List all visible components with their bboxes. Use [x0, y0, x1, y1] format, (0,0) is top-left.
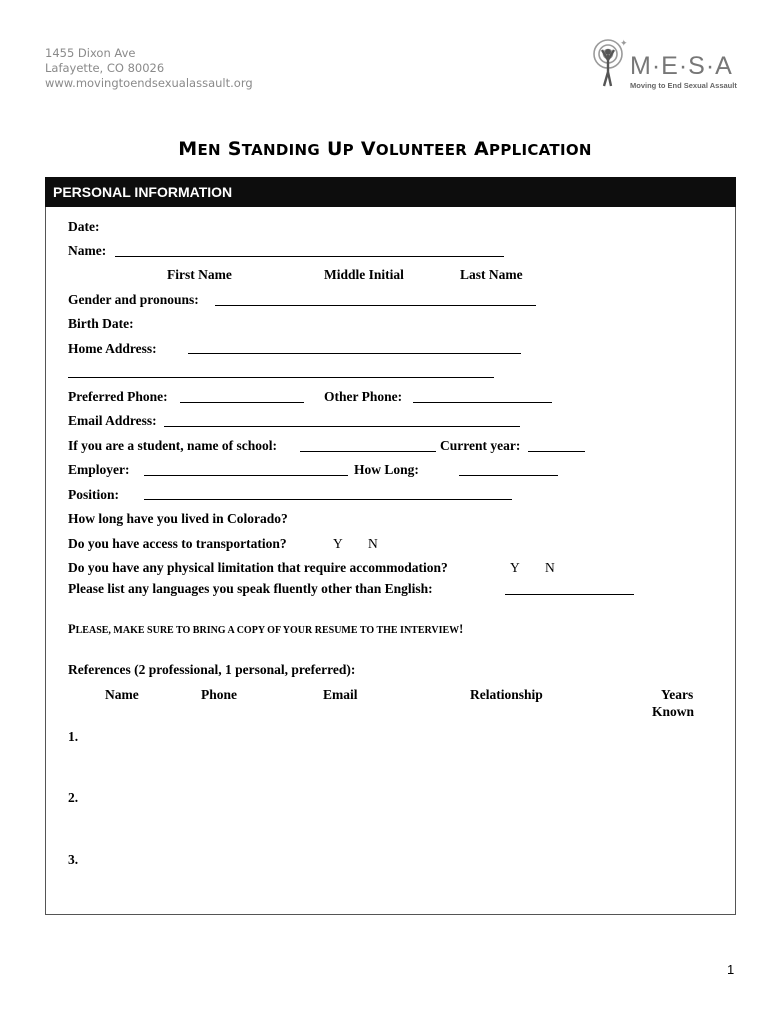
other-phone-label: Other Phone: — [324, 389, 403, 404]
school-field[interactable] — [300, 451, 436, 452]
page-number: 1 — [727, 962, 735, 977]
accommodation-no-option[interactable]: N — [545, 560, 555, 575]
accommodation-yes-option[interactable]: Y — [510, 560, 520, 575]
languages-field[interactable] — [505, 594, 634, 595]
employer-label: Employer: — [68, 462, 130, 477]
preferred-phone-label: Preferred Phone: — [68, 389, 168, 404]
reference-row-3: 3. — [68, 852, 79, 867]
name-label: Name: — [68, 243, 107, 258]
employer-field[interactable] — [144, 475, 348, 476]
address-website[interactable]: www.movingtoendsexualassault.org — [45, 76, 253, 90]
other-phone-field[interactable] — [413, 402, 552, 403]
reference-row-1: 1. — [68, 729, 79, 744]
how-long-field[interactable] — [459, 475, 558, 476]
position-field[interactable] — [144, 499, 512, 500]
address-street: 1455 Dixon Ave — [45, 46, 136, 60]
address-city: Lafayette, CO 80026 — [45, 61, 165, 75]
resume-note: PLEASE, MAKE SURE TO BRING A COPY OF YOUR RESUME TO THE INTERVIEW! — [68, 622, 464, 636]
transportation-no-option[interactable]: N — [368, 536, 378, 551]
birth-date-label: Birth Date: — [68, 316, 134, 331]
date-label: Date: — [68, 219, 100, 234]
accommodation-label: Do you have any physical limitation that require accommodation? — [68, 560, 448, 575]
last-name-caption: Last Name — [460, 267, 523, 282]
email-label: Email Address: — [68, 413, 157, 428]
home-address-label: Home Address: — [68, 341, 157, 356]
logo-tagline: Moving to End Sexual Assault — [630, 81, 737, 90]
ref-col-name: Name — [105, 687, 139, 702]
how-long-label: How Long: — [354, 462, 419, 477]
home-address-field[interactable] — [188, 353, 521, 354]
references-heading: References (2 professional, 1 personal, preferred): — [68, 662, 356, 677]
gender-label: Gender and pronouns: — [68, 292, 199, 307]
ref-col-years: Years — [661, 687, 694, 702]
reference-row-2: 2. — [68, 790, 79, 805]
position-label: Position: — [68, 487, 120, 502]
middle-initial-caption: Middle Initial — [324, 267, 404, 282]
transportation-yes-option[interactable]: Y — [333, 536, 343, 551]
ref-col-email: Email — [323, 687, 358, 702]
ref-col-phone: Phone — [201, 687, 238, 702]
transportation-label: Do you have access to transportation? — [68, 536, 287, 551]
preferred-phone-field[interactable] — [180, 402, 304, 403]
ref-col-known: Known — [652, 704, 695, 719]
colorado-label: How long have you lived in Colorado? — [68, 511, 288, 526]
mesa-figure-logo-icon — [590, 38, 630, 90]
current-year-label: Current year: — [440, 438, 521, 453]
gender-field[interactable] — [215, 305, 536, 306]
section-header: PERSONAL INFORMATION — [45, 177, 736, 207]
page-title: MEN STANDING UP VOLUNTEER APPLICATION — [178, 138, 592, 160]
email-field[interactable] — [164, 426, 520, 427]
school-label: If you are a student, name of school: — [68, 438, 277, 453]
svg-text:✦: ✦ — [620, 39, 628, 49]
logo-name: M·E·S·A — [630, 52, 733, 80]
languages-label: Please list any languages you speak fluently other than English: — [68, 581, 433, 596]
name-field[interactable] — [115, 256, 504, 257]
first-name-caption: First Name — [167, 267, 232, 282]
home-address-field-line2[interactable] — [68, 377, 494, 378]
ref-col-relationship: Relationship — [470, 687, 543, 702]
current-year-field[interactable] — [528, 451, 585, 452]
